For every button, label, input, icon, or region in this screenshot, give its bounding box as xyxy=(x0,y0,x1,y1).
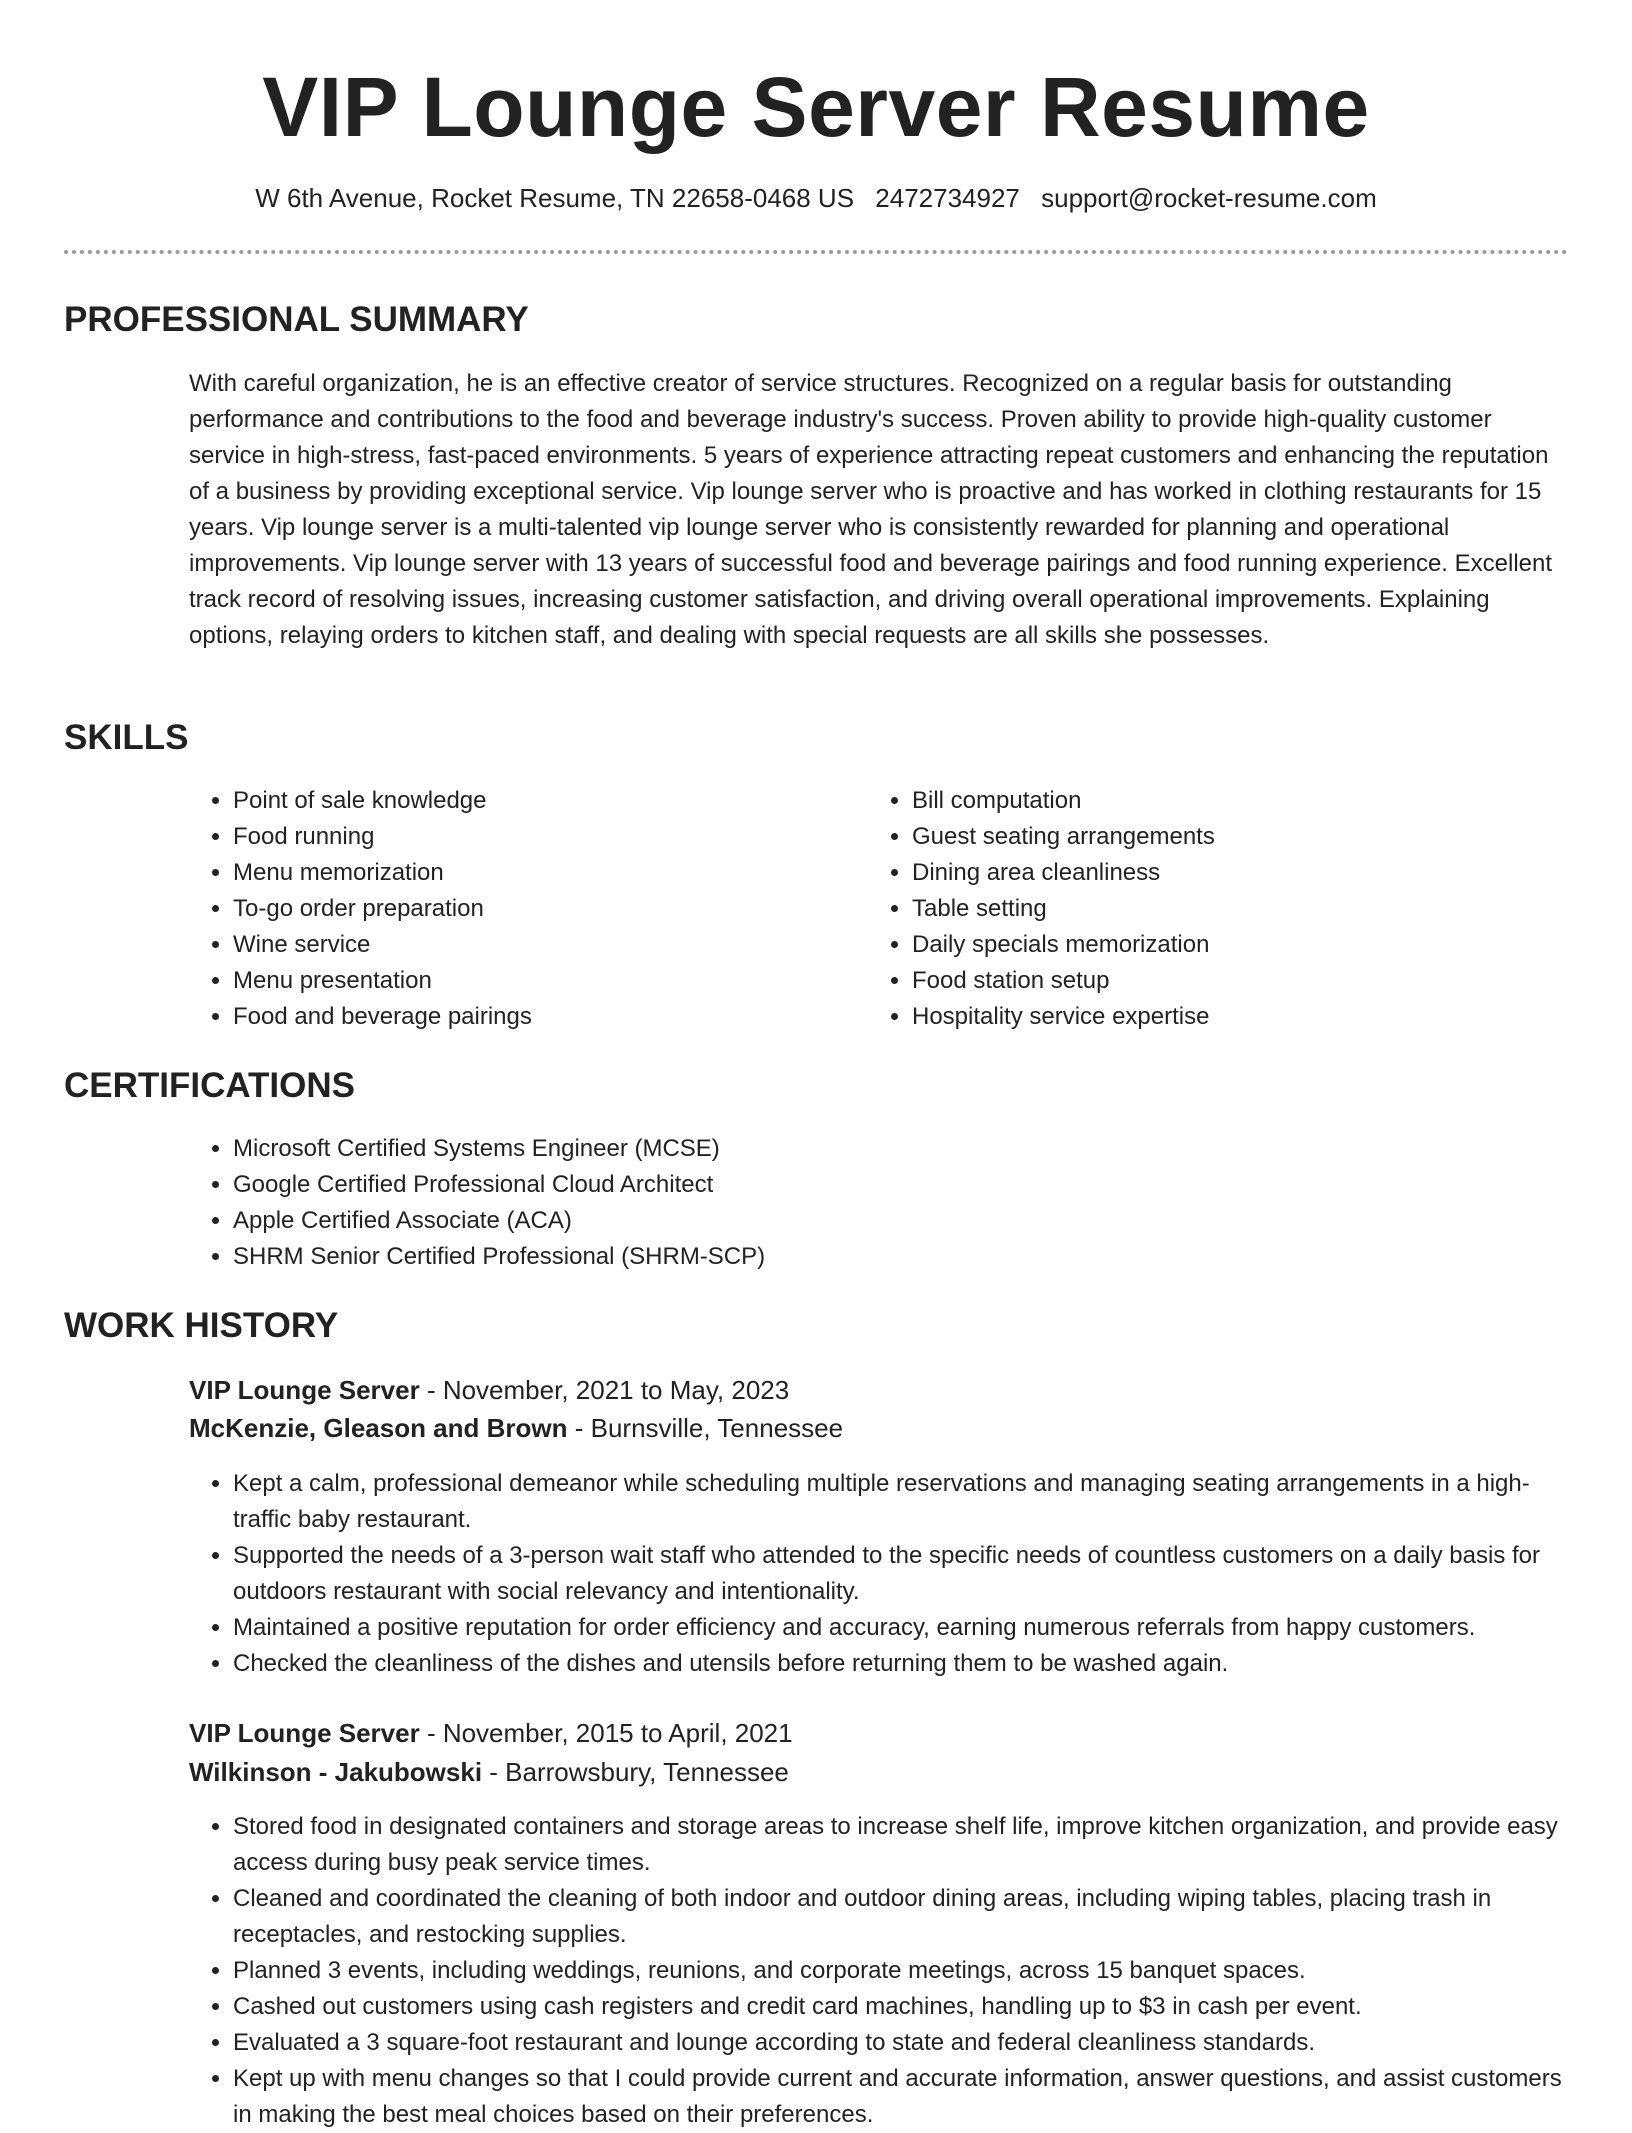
skill-item: • Daily specials memorization xyxy=(912,927,1508,963)
skill-item: • Food and beverage pairings xyxy=(233,999,829,1035)
contact-line xyxy=(0,180,1632,216)
job-duty-item: • Kept up with menu changes so that I could provide current and accurate information, answer questions, and assist customers in making the best meal choices based on their preferences. xyxy=(233,2061,1564,2133)
skill-item: • Menu memorization xyxy=(233,855,829,891)
certifications-block xyxy=(189,1131,765,1275)
job-duty-item: • Planned 3 events, including weddings, reunions, and corporate meetings, across 15 banquet spaces. xyxy=(233,1953,1564,1989)
job-dates: - November, 2021 to May, 2023 xyxy=(419,1375,790,1405)
summary-heading: PROFESSIONAL SUMMARY xyxy=(64,300,529,339)
job-duties xyxy=(189,1809,1564,2133)
certifications-list xyxy=(189,1131,765,1275)
job-duty-item: • Supported the needs of a 3-person wait staff who attended to the specific needs of countless customers on a daily basis for outdoors restaurant with social relevancy and intentionality. xyxy=(233,1538,1564,1610)
job-title-line xyxy=(189,1370,789,1410)
contact-phone: 2472734927 xyxy=(875,183,1020,213)
skills-heading: SKILLS xyxy=(64,718,189,757)
contact-email: support@rocket-resume.com xyxy=(1041,183,1377,213)
job-company-line xyxy=(189,1752,789,1792)
certification-item: • SHRM Senior Certified Professional (SHRM-SCP) xyxy=(233,1239,765,1275)
job-company: McKenzie, Gleason and Brown xyxy=(189,1413,568,1443)
skills-left-list xyxy=(189,783,829,1035)
job-duties-list xyxy=(189,1809,1564,2133)
job-duty-item: • Kept a calm, professional demeanor while scheduling multiple reservations and managing seating arrangements in a high-traffic baby restaurant. xyxy=(233,1466,1564,1538)
skill-item: • Dining area cleanliness xyxy=(912,855,1508,891)
job-duty-item: • Evaluated a 3 square-foot restaurant and lounge according to state and federal cleanliness standards. xyxy=(233,2025,1564,2061)
contact-address: W 6th Avenue, Rocket Resume, TN 22658-0468 US xyxy=(255,183,855,213)
skills-right-list xyxy=(868,783,1508,1035)
skill-item: • Point of sale knowledge xyxy=(233,783,829,819)
skill-item: • Food station setup xyxy=(912,963,1508,999)
job-duties-list xyxy=(189,1466,1564,1682)
job-duties xyxy=(189,1466,1564,1682)
job-company: Wilkinson - Jakubowski xyxy=(189,1757,483,1787)
skills-right-column xyxy=(868,783,1508,1035)
skill-item: • To-go order preparation xyxy=(233,891,829,927)
job-dates: - November, 2015 to April, 2021 xyxy=(419,1718,793,1748)
job-duty-item: • Cashed out customers using cash registers and credit card machines, handling up to $3 in cash per event. xyxy=(233,1989,1564,2025)
job-title: VIP Lounge Server xyxy=(189,1718,420,1748)
job-location: - Barrowsbury, Tennessee xyxy=(482,1757,789,1787)
job-duty-item: • Cleaned and coordinated the cleaning of both indoor and outdoor dining areas, including wiping tables, placing trash in receptacles, and restocking supplies. xyxy=(233,1881,1564,1953)
job-duty-item: • Stored food in designated containers and storage areas to increase shelf life, improve kitchen organization, and provide easy access during busy peak service times. xyxy=(233,1809,1564,1881)
certification-item: • Microsoft Certified Systems Engineer (MCSE) xyxy=(233,1131,765,1167)
skill-item: • Table setting xyxy=(912,891,1508,927)
certifications-heading: CERTIFICATIONS xyxy=(64,1066,356,1105)
job-location: - Burnsville, Tennessee xyxy=(567,1413,844,1443)
skill-item: • Guest seating arrangements xyxy=(912,819,1508,855)
skill-item: • Menu presentation xyxy=(233,963,829,999)
certification-item: • Google Certified Professional Cloud Architect xyxy=(233,1167,765,1203)
job-duty-item: • Maintained a positive reputation for order efficiency and accuracy, earning numerous referrals from happy customers. xyxy=(233,1610,1564,1646)
skill-item: • Bill computation xyxy=(912,783,1508,819)
header-divider xyxy=(64,250,1568,254)
summary-text: With careful organization, he is an effective creator of service structures. Recognized on a regular basis for outstanding performance and contributions to the food and beverage industry's success. Proven ability to provide high-quality customer service in high-stress, fast-paced environments. 5 years of experience attracting repeat customers and enhancing the reputation of a business by providing exceptional service. Vip lounge server who is proactive and has worked in clothing restaurants for 15 years. Vip lounge server is a multi-talented vip lounge server who is consistently rewarded for planning and operational improvements. Vip lounge server with 13 years of successful food and beverage pairings and food running experience. Excellent track record of resolving issues, increasing customer satisfaction, and driving overall operational improvements. Explaining options, relaying orders to kitchen staff, and dealing with special requests are all skills she possesses. xyxy=(189,370,1553,649)
skills-left-column xyxy=(189,783,829,1035)
job-company-line xyxy=(189,1408,843,1448)
skill-item: • Food running xyxy=(233,819,829,855)
job-duty-item: • Checked the cleanliness of the dishes and utensils before returning them to be washed again. xyxy=(233,1646,1564,1682)
skill-item: • Wine service xyxy=(233,927,829,963)
resume-title: VIP Lounge Server Resume xyxy=(262,60,1370,154)
skill-item: • Hospitality service expertise xyxy=(912,999,1508,1035)
certification-item: • Apple Certified Associate (ACA) xyxy=(233,1203,765,1239)
job-title-line xyxy=(189,1713,793,1753)
job-title: VIP Lounge Server xyxy=(189,1375,420,1405)
work-history-heading: WORK HISTORY xyxy=(64,1306,339,1345)
